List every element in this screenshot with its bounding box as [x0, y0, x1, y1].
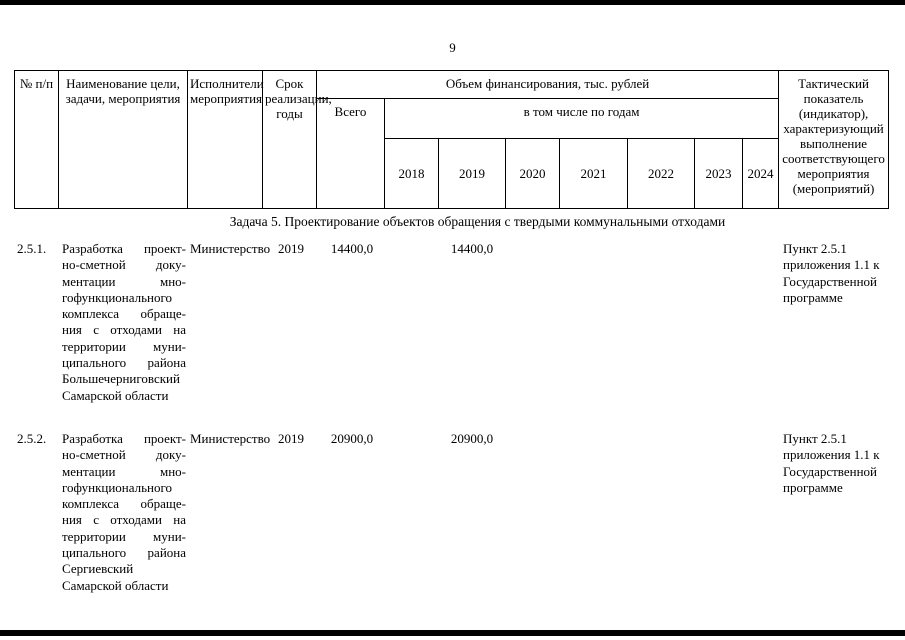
top-border-line [0, 0, 905, 5]
row-year-2019: 14400,0 [450, 241, 494, 256]
row-number: 2.5.2. [17, 431, 47, 446]
header-executors: Исполнители мероприятия [188, 71, 263, 209]
bottom-border-line [0, 630, 905, 636]
header-by-years: в том числе по годам [385, 99, 779, 139]
row-name: Разработка проект- но-сметной доку- ментации мно- гофункционального комплекса обраще- ния с отходами на территории муни- ципального района Большечерниговский Самарской области [62, 241, 186, 403]
header-indicator: Тактический показатель (индикатор), характеризующий выполнение соответствующего мероприятия (мероприятий) [779, 71, 889, 209]
header-year-2019: 2019 [439, 139, 506, 209]
row-indicator: Пункт 2.5.1 приложения 1.1 к Государственной программе [783, 431, 880, 495]
row-name: Разработка проект- но-сметной доку- ментации мно- гофункционального комплекса обраще- ния с отходами на территории муни- ципального района Сергиевский Самарской области [62, 431, 186, 593]
header-year-2024: 2024 [743, 139, 779, 209]
row-total: 20900,0 [330, 431, 374, 446]
header-name: Наименование цели, задачи, мероприятия [59, 71, 188, 209]
header-table [14, 70, 889, 209]
task-title: Задача 5. Проектирование объектов обращения с твердыми коммунальными отходами [229, 214, 726, 229]
row-executor: Министерство [190, 241, 271, 256]
row-total: 14400,0 [330, 241, 374, 256]
row-executor: Министерство [190, 431, 271, 446]
row-indicator: Пункт 2.5.1 приложения 1.1 к Государственной программе [783, 241, 880, 305]
header-term: Срок реализации, годы [263, 71, 317, 209]
page-number: 9 [449, 40, 456, 55]
header-year-2021: 2021 [560, 139, 628, 209]
header-year-2018: 2018 [385, 139, 439, 209]
header-year-2020: 2020 [506, 139, 560, 209]
header-year-2022: 2022 [628, 139, 695, 209]
header-year-2023: 2023 [695, 139, 743, 209]
row-term: 2019 [278, 431, 304, 446]
row-number: 2.5.1. [17, 241, 47, 256]
header-total: Всего [317, 99, 385, 209]
row-term: 2019 [278, 241, 304, 256]
row-year-2019: 20900,0 [450, 431, 494, 446]
header-num: № п/п [15, 71, 59, 209]
header-financing: Объем финансирования, тыс. рублей [317, 71, 779, 99]
